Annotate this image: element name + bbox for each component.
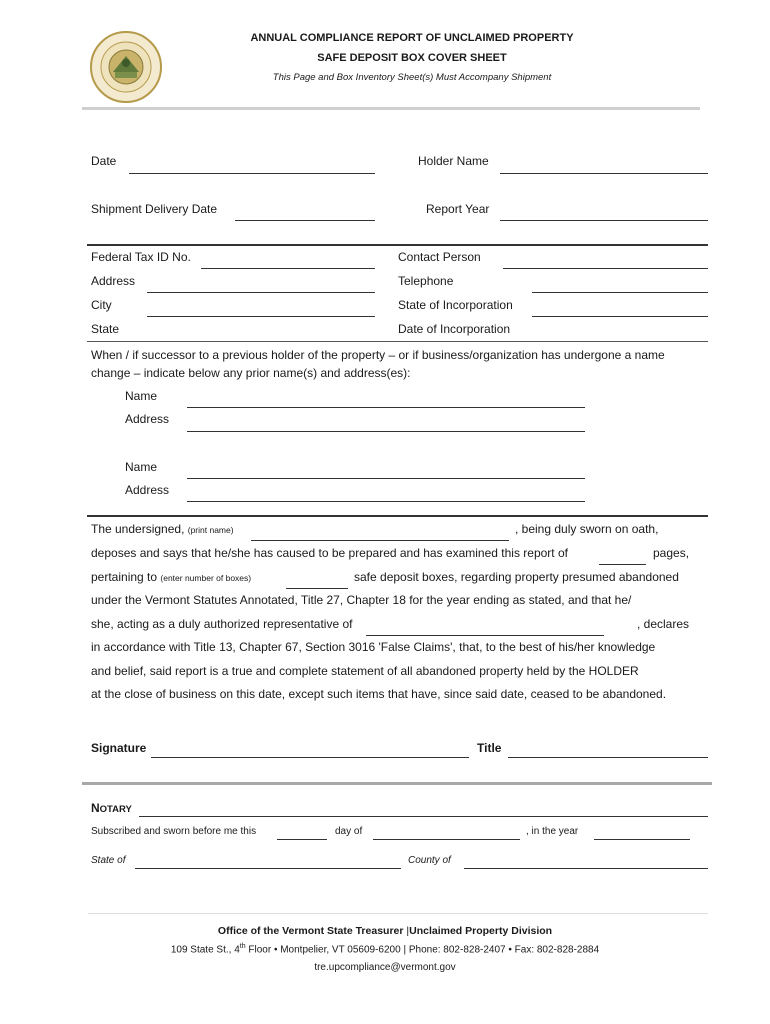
form-note: This Page and Box Inventory Sheet(s) Must Accompany Shipment: [272, 72, 552, 83]
pages-count-field[interactable]: [599, 564, 646, 565]
affidavit-pertaining-text: pertaining to: [91, 570, 158, 584]
affidavit-undersigned: [91, 522, 234, 536]
notary-county-field[interactable]: [464, 868, 708, 869]
notary-state-field[interactable]: [135, 868, 401, 869]
report-year-field[interactable]: [500, 220, 708, 221]
affidavit-safe-deposit-text: safe deposit boxes, regarding property presumed abandoned: [354, 570, 679, 584]
footer-address-start: 109 State St., 4: [170, 944, 240, 956]
address-label: Address: [91, 274, 136, 288]
signature-label: Signature: [91, 741, 147, 755]
successor-instructions-line2: change – indicate below any prior name(s) and address(es):: [91, 366, 411, 380]
prior-name-field-2[interactable]: [187, 478, 585, 479]
city-label: City: [91, 298, 112, 312]
print-name-hint: (print name): [187, 525, 234, 535]
contact-person-label: Contact Person: [398, 250, 481, 264]
footer-address-sup: th: [239, 943, 246, 950]
representative-of-field[interactable]: [366, 635, 604, 636]
date-label: Date: [91, 154, 117, 168]
address-field[interactable]: [147, 292, 375, 293]
state-of-incorporation-field[interactable]: [532, 316, 708, 317]
shipment-delivery-date-field[interactable]: [235, 220, 375, 221]
section-rule-holder: [87, 244, 708, 246]
header-rule: [82, 107, 700, 110]
affidavit-statutes-text: under the Vermont Statutes Annotated, Title 27, Chapter 18 for the year ending as stated, and that he/: [91, 593, 632, 607]
affidavit-pertaining: [91, 570, 251, 584]
notary-heading-initial: N: [91, 801, 100, 815]
in-the-year-label: , in the year: [526, 826, 579, 837]
footer-office-name: Office of the Vermont State Treasurer: [217, 925, 404, 937]
holder-name-label: Holder Name: [418, 154, 489, 168]
prior-name-field-1[interactable]: [187, 407, 585, 408]
prior-address-label-1: Address: [125, 412, 170, 426]
footer-division: Unclaimed Property Division: [409, 925, 553, 937]
form-subtitle: SAFE DEPOSIT BOX COVER SHEET: [317, 52, 507, 64]
telephone-field[interactable]: [532, 292, 708, 293]
telephone-label: Telephone: [398, 274, 454, 288]
form-title: ANNUAL COMPLIANCE REPORT OF UNCLAIMED PROPERTY: [250, 32, 574, 44]
county-of-label: County of: [408, 855, 451, 866]
section-rule-successor: [87, 341, 708, 342]
signature-field[interactable]: [151, 757, 469, 758]
footer-office: Office of the Vermont State Treasurer |Unclaimed Property Division: [217, 925, 553, 937]
federal-tax-id-label: Federal Tax ID No.: [91, 250, 191, 264]
federal-tax-id-field[interactable]: [201, 268, 375, 269]
prior-address-label-2: Address: [125, 483, 170, 497]
contact-person-field[interactable]: [503, 268, 708, 269]
report-year-label: Report Year: [426, 202, 490, 216]
state-of-label: State of: [91, 855, 126, 866]
notary-heading-rest: OTARY: [99, 804, 132, 815]
footer-email[interactable]: tre.upcompliance@vermont.gov: [314, 962, 456, 973]
notary-rule: [82, 782, 712, 785]
affidavit-belief-text: and belief, said report is a true and complete statement of all abandoned property held by the HOLDER: [91, 664, 639, 678]
affidavit-pages-text: pages,: [653, 546, 690, 560]
state-of-incorporation-label: State of Incorporation: [398, 298, 513, 312]
notary-heading-line: [139, 816, 708, 817]
title-field[interactable]: [508, 757, 708, 758]
prior-name-label-2: Name: [125, 460, 158, 474]
affidavit-undersigned-text: The undersigned,: [91, 522, 185, 536]
affidavit-sworn-text: , being duly sworn on oath,: [515, 522, 659, 536]
footer-address: [0, 943, 770, 955]
subscribed-label: Subscribed and sworn before me this: [91, 826, 257, 837]
footer-address-end: Floor • Montpelier, VT 05609-6200 | Phone: 802-828-2407 • Fax: 802-828-2884: [245, 944, 600, 956]
state-label: State: [91, 322, 120, 336]
shipment-delivery-date-label: Shipment Delivery Date: [91, 202, 218, 216]
notary-heading: [91, 801, 132, 815]
affidavit-close-of-business-text: at the close of business on this date, except such items that have, since said date, ceased to be abandoned.: [91, 687, 667, 701]
notary-year-field[interactable]: [594, 839, 690, 840]
notary-month-field[interactable]: [373, 839, 520, 840]
date-field[interactable]: [129, 173, 375, 174]
boxes-count-field[interactable]: [286, 588, 348, 589]
prior-address-field-1[interactable]: [187, 431, 585, 432]
notary-day-field[interactable]: [277, 839, 327, 840]
affidavit-declares-text: , declares: [637, 617, 690, 631]
day-of-label: day of: [335, 826, 363, 837]
prior-address-field-2[interactable]: [187, 501, 585, 502]
prior-name-label-1: Name: [125, 389, 158, 403]
section-rule-affidavit: [87, 515, 708, 517]
print-name-field[interactable]: [251, 540, 509, 541]
affidavit-deposes-text: deposes and says that he/she has caused to be prepared and has examined this report of: [91, 546, 568, 560]
enter-boxes-hint: (enter number of boxes): [160, 573, 252, 583]
affidavit-representative-text: she, acting as a duly authorized representative of: [91, 617, 353, 631]
affidavit-false-claims-text: in accordance with Title 13, Chapter 67, Section 3016 'False Claims', that, to the best of his/her knowledge: [91, 640, 656, 654]
successor-instructions-line1: When / if successor to a previous holder of the property – or if business/organization has undergone a name: [91, 348, 665, 362]
footer-rule: [88, 913, 708, 914]
holder-name-field[interactable]: [500, 173, 708, 174]
date-of-incorporation-label: Date of Incorporation: [398, 322, 511, 336]
title-label: Title: [477, 741, 502, 755]
city-field[interactable]: [147, 316, 375, 317]
